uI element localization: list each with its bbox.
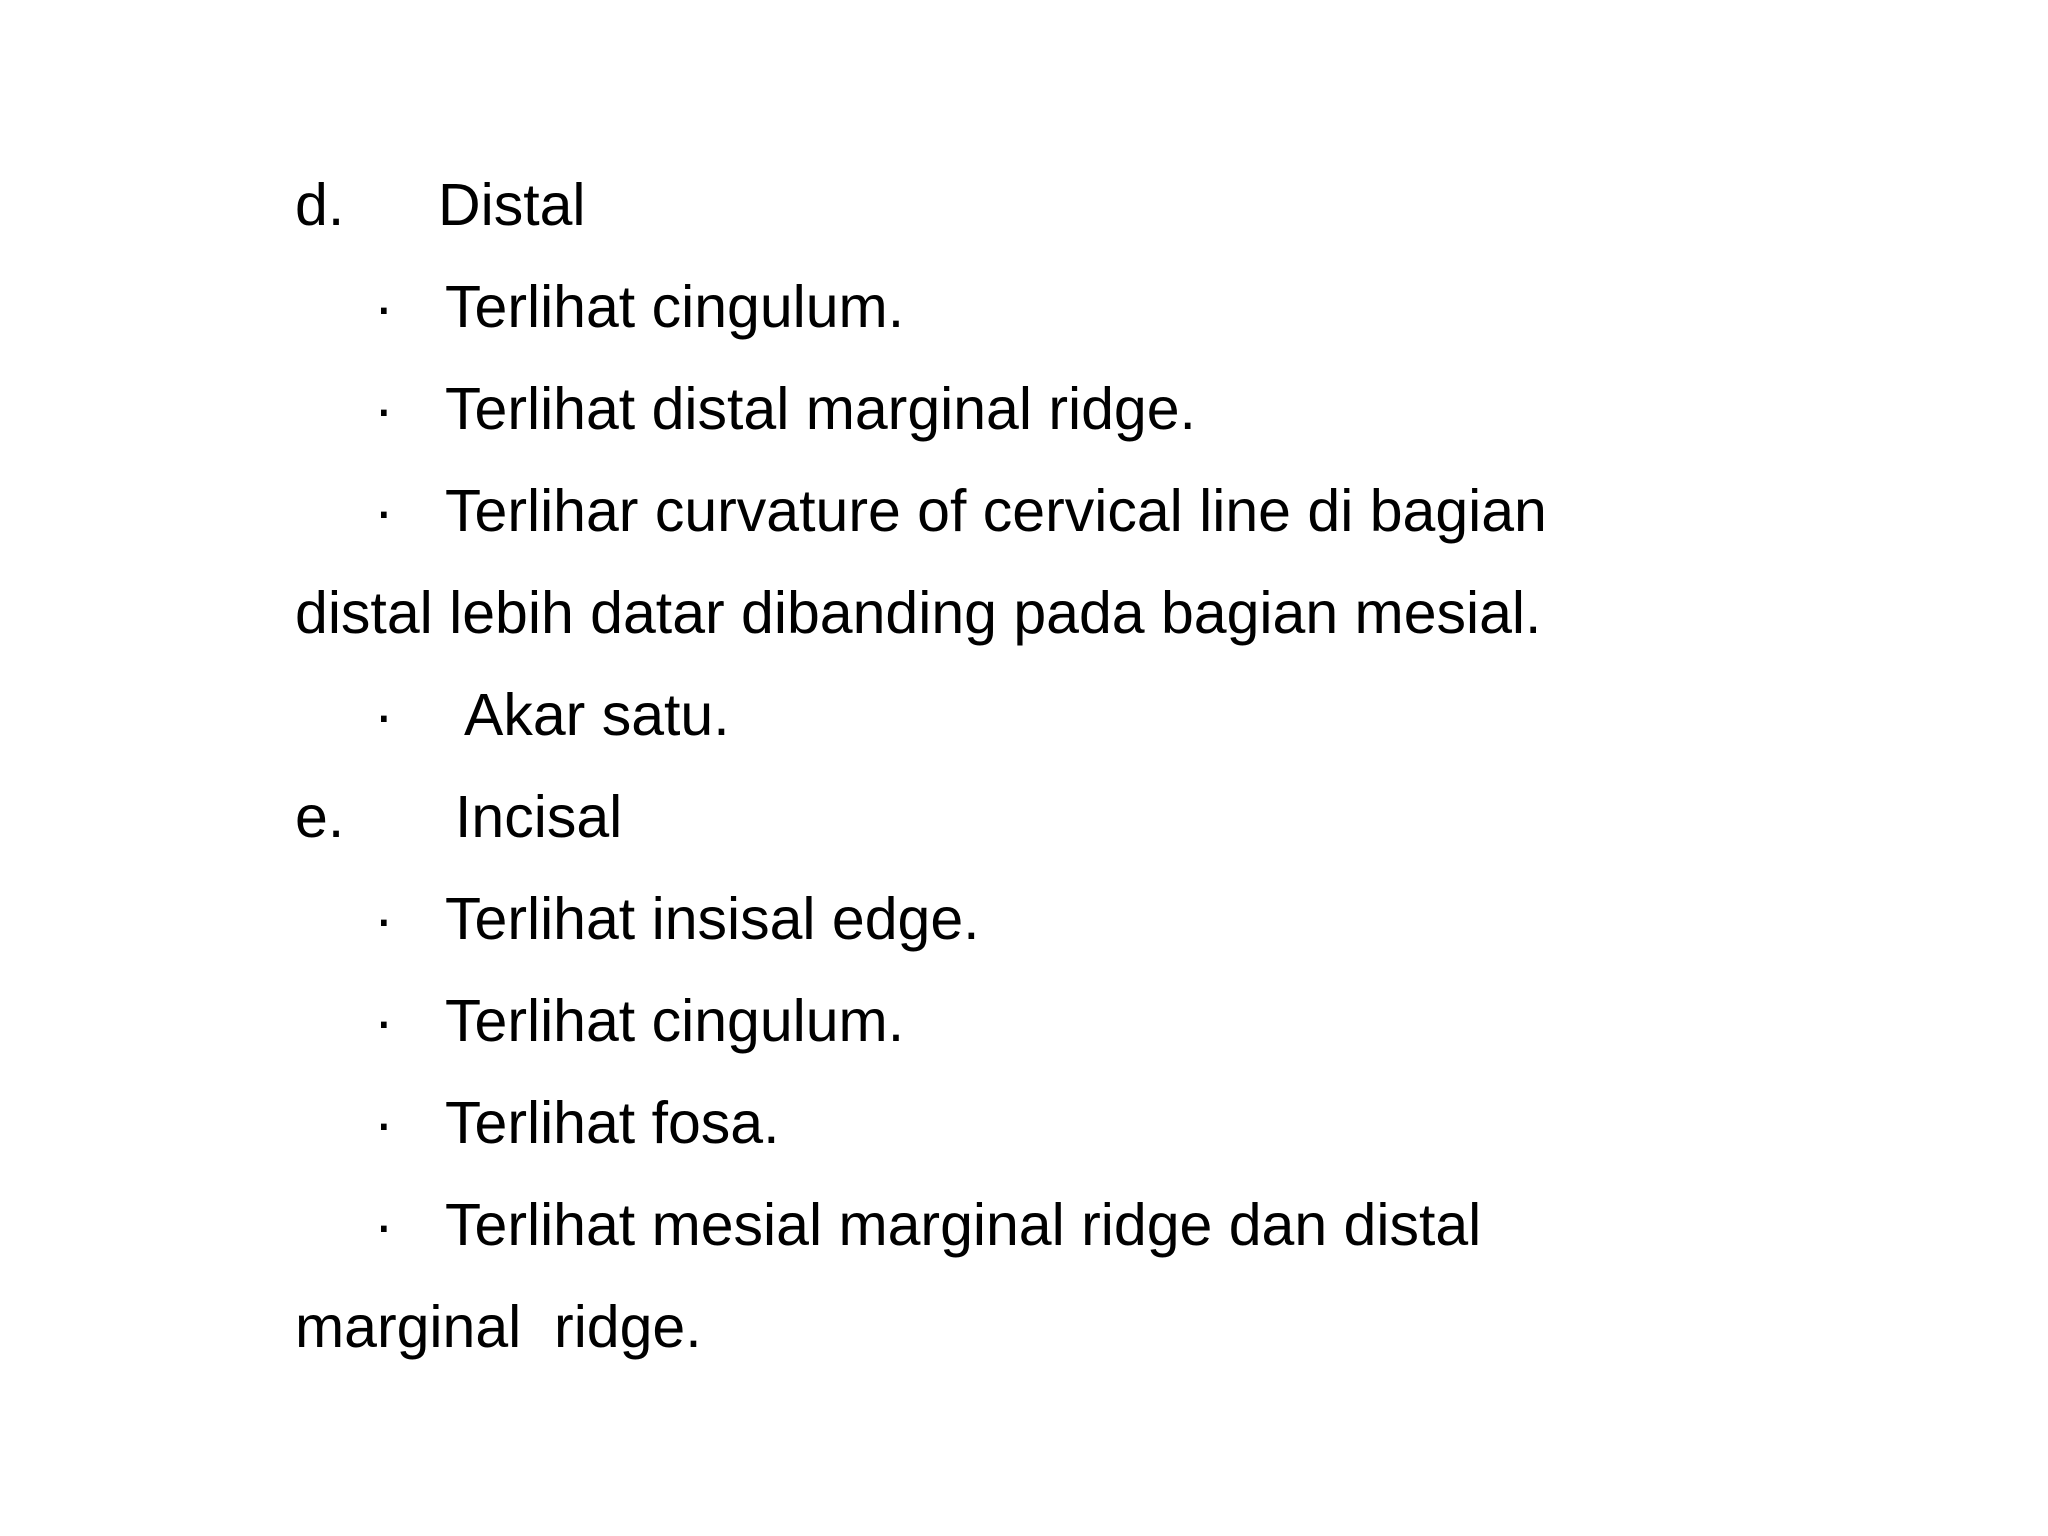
list-item-e [0, 766, 2048, 868]
bullet-icon: · [374, 1192, 394, 1258]
list-item-text: Akar satu. [464, 682, 730, 748]
list-item [0, 358, 2048, 460]
bullet-icon: · [374, 1090, 394, 1156]
list-item [0, 868, 2048, 970]
wrapped-line [0, 562, 2048, 664]
list-item [0, 256, 2048, 358]
list-item-text: Terlihat mesial marginal ridge dan distal [445, 1192, 1482, 1258]
list-item-d [0, 154, 2048, 256]
list-item-text: Terlihat fosa. [445, 1090, 780, 1156]
list-item [0, 664, 2048, 766]
text-block [0, 154, 2048, 1378]
list-marker-d: d. [295, 172, 345, 238]
bullet-icon: · [374, 376, 394, 442]
list-item-text: Terlihat insisal edge. [445, 886, 980, 952]
bullet-icon: · [374, 886, 394, 952]
list-item [0, 970, 2048, 1072]
bullet-icon: · [374, 274, 394, 340]
list-item-d-label: Distal [438, 172, 586, 238]
wrapped-line [0, 1276, 2048, 1378]
list-marker-e: e. [295, 784, 345, 850]
list-item-text: Terlihar curvature of cervical line di bagian [445, 478, 1547, 544]
wrapped-line-text: marginal ridge. [295, 1294, 702, 1360]
list-item-text: Terlihat distal marginal ridge. [445, 376, 1196, 442]
wrapped-line-text: distal lebih datar dibanding pada bagian mesial. [295, 580, 1542, 646]
list-item [0, 460, 2048, 562]
bullet-icon: · [374, 682, 394, 748]
list-item [0, 1072, 2048, 1174]
list-item-e-label: Incisal [455, 784, 623, 850]
bullet-icon: · [374, 988, 394, 1054]
bullet-icon: · [374, 478, 394, 544]
list-item-text: Terlihat cingulum. [445, 274, 905, 340]
list-item-text: Terlihat cingulum. [445, 988, 905, 1054]
list-item [0, 1174, 2048, 1276]
